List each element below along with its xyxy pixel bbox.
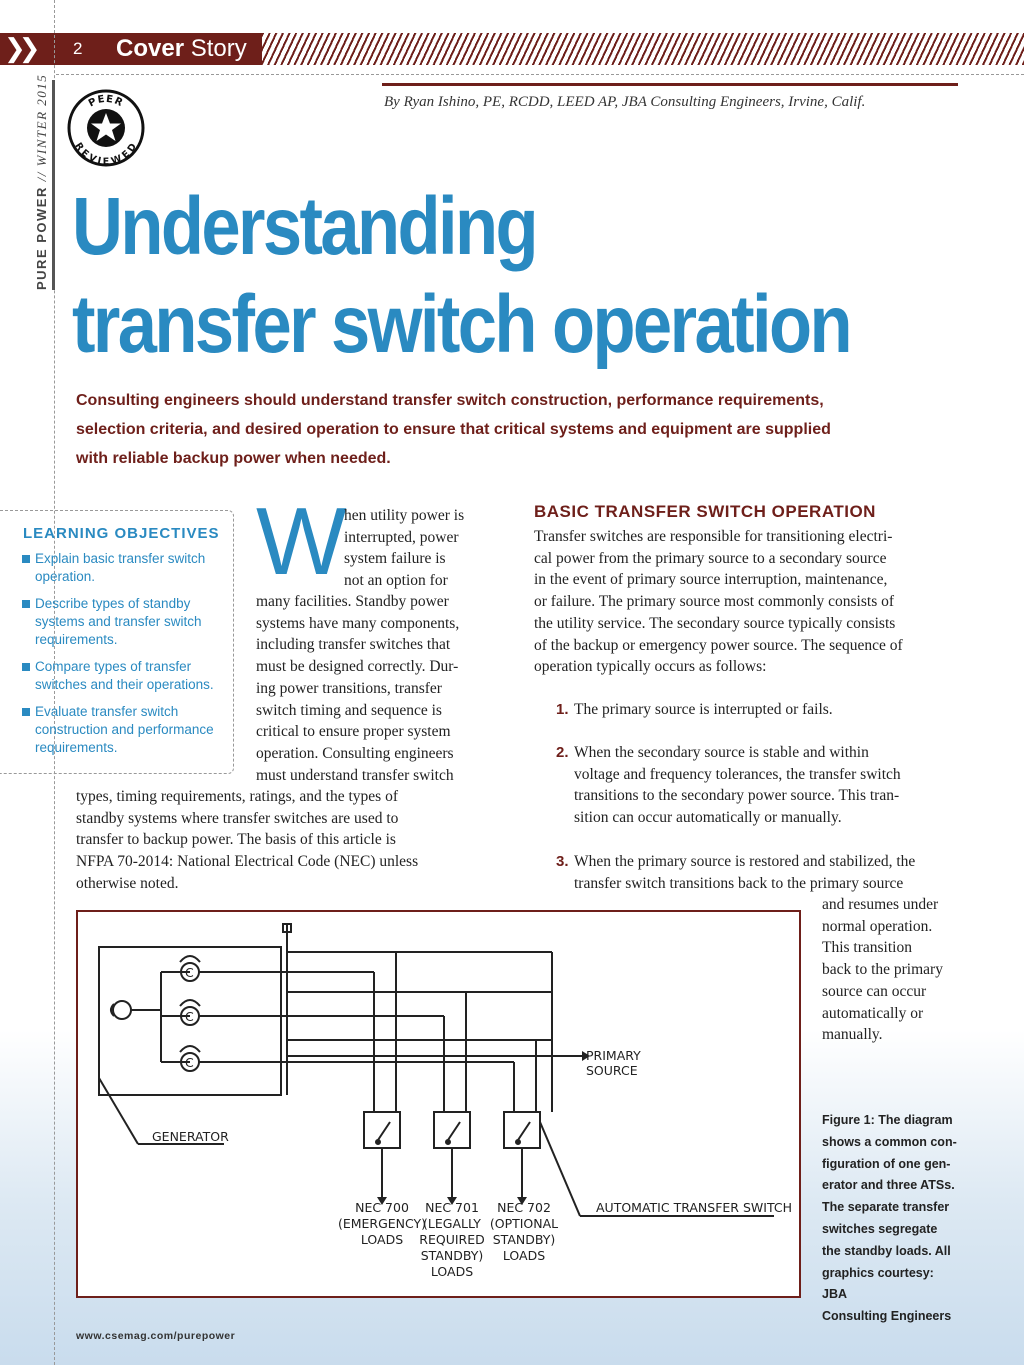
deck-line: selection criteria, and desired operation to ensure that critical systems and equipment are supplied: [76, 421, 831, 438]
sidebar-bar: [52, 80, 55, 290]
bullet-square-icon: [22, 555, 30, 563]
breaker-label: C: [185, 965, 194, 980]
headline: [72, 178, 880, 374]
step-number: 1.: [556, 701, 569, 718]
section-title: [116, 35, 247, 63]
footer-url[interactable]: www.csemag.com/purepower: [76, 1330, 236, 1342]
figure-caption: Figure 1: The diagram shows a common con- figuration of one gen- erator and three ATSs. The separate transfer switches segregate the standby loads. All graphics courtesy: JBA Consulting Engineers: [822, 1113, 957, 1324]
figure-1-diagram: [76, 910, 801, 1298]
step-number: 3.: [556, 853, 569, 870]
byline: By Ryan Ishino, PE, RCDD, LEED AP, JBA Consulting Engineers, Irvine, Calif.: [384, 94, 866, 110]
headline-line-1: Understanding: [72, 181, 537, 272]
load-label: REQUIRED: [419, 1232, 485, 1247]
load-label: (EMERGENCY): [337, 1216, 427, 1231]
bullet-square-icon: [22, 600, 30, 608]
list-item: Describe types of standby systems and transfer switch requirements.: [22, 595, 227, 649]
ats-label: AUTOMATIC TRANSFER SWITCH: [596, 1200, 792, 1215]
sequence-step-1: 1. The primary source is interrupted or fails.: [556, 701, 833, 718]
breaker-label: C: [185, 1055, 194, 1070]
badge-bottom-text: REVIEWED: [72, 140, 140, 168]
section-title-bold: Cover: [116, 35, 185, 62]
breaker-label: C: [185, 1009, 194, 1024]
load-label: (LEGALLY: [423, 1216, 481, 1231]
load-label: (OPTIONAL: [489, 1216, 559, 1231]
body-column-1-bottom: types, timing requirements, ratings, and the types of standby systems where transfer switches are used to transfer to backup power. The basis of this article is NFPA 70-2014: National Electrical Code (NEC) unless otherwise noted.: [76, 788, 419, 892]
body-column-1-middle: many facilities. Standby power systems have many components, including transfer switches that must be designed correctly. Dur- ing power transitions, transfer switch timing and sequence is critical to ensure proper system operation. Consulting engineers must understand transfer switch: [256, 593, 460, 784]
sequence-step-3: 3. When the primary source is restored and stabilized, the transfer switch transitions back to the primary source: [556, 853, 916, 892]
load-label: NEC 700: [355, 1200, 409, 1215]
badge-top-text: PEER: [86, 93, 126, 110]
learning-objectives-list: [22, 550, 227, 766]
load-label: STANDBY): [420, 1248, 484, 1263]
drop-cap: W: [256, 488, 347, 595]
publication-name: PURE POWER: [34, 186, 49, 290]
byline-rule: [382, 83, 958, 86]
body-column-2-intro: Transfer switches are responsible for transitioning electri- cal power from the primary source to a secondary source in the event of primary source interruption, maintenance, or failure. The primary source most commonly consists of the utility service. The secondary source typically consists of the backup or emergency power source. The sequence of operation typically occurs as follows:: [534, 528, 903, 676]
load-label: STANDBY): [492, 1232, 556, 1247]
deck-line: with reliable backup power when needed.: [76, 450, 391, 467]
primary-source-label: PRIMARY: [586, 1048, 641, 1063]
bullet-square-icon: [22, 708, 30, 716]
list-item: Compare types of transfer switches and their operations.: [22, 658, 227, 694]
double-chevron-icon: ❯❯: [4, 34, 34, 64]
headline-line-2: transfer switch operation: [72, 279, 850, 370]
body-column-2-tail: and resumes under normal operation. This transition back to the primary source can occur automatically or manually.: [822, 896, 943, 1044]
issue-date: WINTER 2015: [34, 73, 49, 167]
load-label: LOADS: [360, 1232, 404, 1247]
list-item: Explain basic transfer switch operation.: [22, 550, 227, 586]
header-dashed-rule: [56, 74, 1024, 75]
bullet-square-icon: [22, 663, 30, 671]
list-item: Evaluate transfer switch construction and performance requirements.: [22, 703, 227, 757]
publication-vertical-label: [34, 60, 50, 290]
deck-line: Consulting engineers should understand transfer switch construction, performance requirements,: [76, 392, 824, 409]
body-column-1-top: hen utility power is interrupted, power system failure is not an option for: [344, 507, 465, 590]
load-label: NEC 701: [425, 1200, 479, 1215]
label-separator: //: [34, 166, 49, 187]
one-line-diagram: [78, 912, 799, 1296]
deck: [76, 386, 836, 473]
load-label: LOADS: [502, 1248, 546, 1263]
learning-objectives-title: LEARNING OBJECTIVES: [23, 525, 220, 542]
section-title-light: Story: [190, 35, 247, 62]
page-number: 2: [73, 39, 83, 58]
peer-reviewed-badge: [66, 88, 146, 168]
generator-label: GENERATOR: [152, 1129, 229, 1144]
load-label: LOADS: [430, 1264, 474, 1279]
primary-source-label: SOURCE: [586, 1063, 638, 1078]
load-label: NEC 702: [497, 1200, 551, 1215]
step-number: 2.: [556, 744, 569, 761]
sequence-step-2: 2. When the secondary source is stable and within voltage and frequency tolerances, the transfer switch transitions to the secondary power source. This tran- sition can occur automatically or manually.: [556, 744, 901, 827]
peer-reviewed-seal-icon: [66, 88, 146, 168]
section-heading: BASIC TRANSFER SWITCH OPERATION: [534, 502, 876, 521]
banner-hatch-pattern: [262, 33, 1024, 65]
